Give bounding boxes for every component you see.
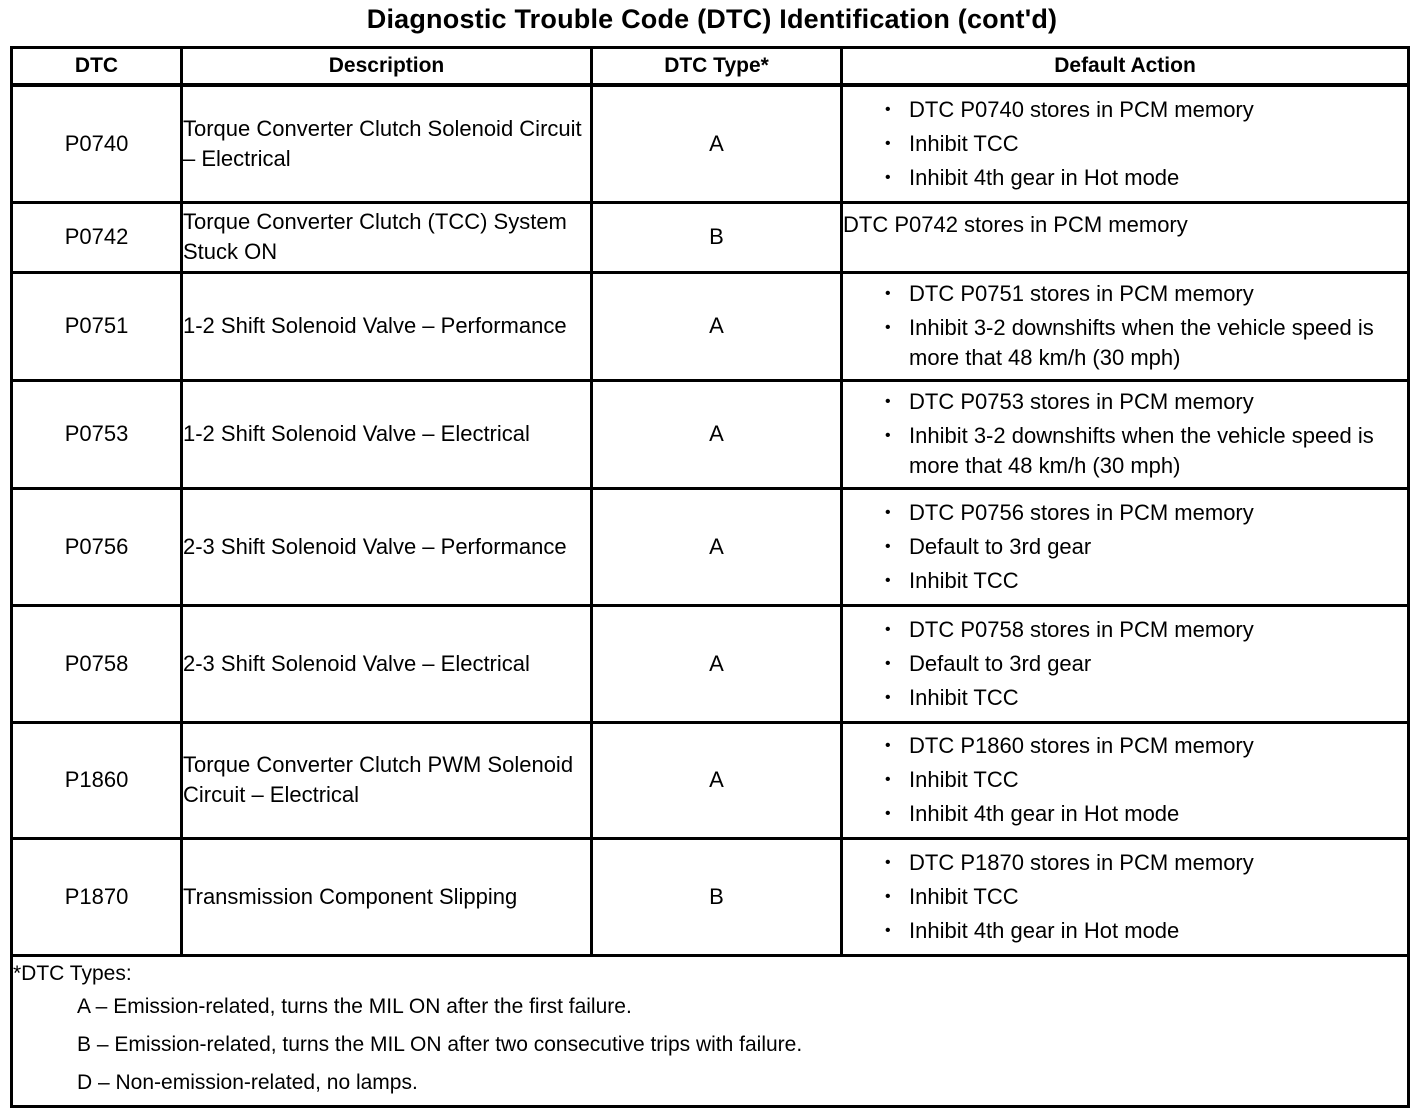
- dtc-type: B: [592, 202, 842, 272]
- legend-heading: *DTC Types:: [13, 961, 132, 985]
- default-action: [842, 380, 1409, 488]
- action-item: • Inhibit 4th gear in Hot mode: [843, 916, 1407, 946]
- header-dtc: DTC: [12, 48, 182, 86]
- action-item: • Default to 3rd gear: [843, 532, 1407, 562]
- table-header-row: [12, 48, 1409, 86]
- dtc-code: P0751: [12, 272, 182, 380]
- action-item: • Default to 3rd gear: [843, 649, 1407, 679]
- dtc-description: Torque Converter Clutch (TCC) System Stuck ON: [182, 202, 592, 272]
- action-item: • DTC P0753 stores in PCM memory: [843, 387, 1407, 417]
- table-row: [12, 488, 1409, 605]
- action-item: • DTC P0758 stores in PCM memory: [843, 615, 1407, 645]
- default-action: [842, 488, 1409, 605]
- dtc-type: A: [592, 380, 842, 488]
- table-row: [12, 838, 1409, 955]
- dtc-type: A: [592, 85, 842, 202]
- legend-item-a: A – Emission-related, turns the MIL ON after the first failure.: [77, 994, 632, 1018]
- action-item: • DTC P1860 stores in PCM memory: [843, 731, 1407, 761]
- dtc-description: 1-2 Shift Solenoid Valve – Electrical: [182, 380, 592, 488]
- header-action: Default Action: [842, 48, 1409, 86]
- action-list: [843, 387, 1407, 481]
- table-row: [12, 202, 1409, 272]
- default-action: [842, 838, 1409, 955]
- action-list: [843, 498, 1407, 596]
- table-row: [12, 272, 1409, 380]
- dtc-type: A: [592, 272, 842, 380]
- action-item: • Inhibit TCC: [843, 566, 1407, 596]
- action-list: [843, 848, 1407, 946]
- action-list: [843, 95, 1407, 193]
- action-item: • DTC P0751 stores in PCM memory: [843, 279, 1407, 309]
- action-item: • DTC P1870 stores in PCM memory: [843, 848, 1407, 878]
- action-item: • Inhibit 4th gear in Hot mode: [843, 163, 1407, 193]
- dtc-description: Transmission Component Slipping: [182, 838, 592, 955]
- table-row: [12, 85, 1409, 202]
- dtc-code: P0753: [12, 380, 182, 488]
- dtc-code: P0740: [12, 85, 182, 202]
- dtc-table: [10, 46, 1410, 1108]
- action-item: • Inhibit TCC: [843, 765, 1407, 795]
- default-action: [842, 85, 1409, 202]
- action-item: • DTC P0756 stores in PCM memory: [843, 498, 1407, 528]
- action-item: • Inhibit 4th gear in Hot mode: [843, 799, 1407, 829]
- dtc-description: 1-2 Shift Solenoid Valve – Performance: [182, 272, 592, 380]
- dtc-type: B: [592, 838, 842, 955]
- action-item: • Inhibit TCC: [843, 683, 1407, 713]
- header-type: DTC Type*: [592, 48, 842, 86]
- dtc-type: A: [592, 605, 842, 722]
- legend-item-b: B – Emission-related, turns the MIL ON after two consecutive trips with failure.: [77, 1032, 803, 1056]
- default-action: [842, 605, 1409, 722]
- page-title: Diagnostic Trouble Code (DTC) Identification (cont'd): [366, 4, 1058, 34]
- action-item: • Inhibit TCC: [843, 129, 1407, 159]
- dtc-code: P0742: [12, 202, 182, 272]
- action-item: • DTC P0740 stores in PCM memory: [843, 95, 1407, 125]
- action-item: • Inhibit TCC: [843, 882, 1407, 912]
- action-item: • Inhibit 3-2 downshifts when the vehicle speed is more that 48 km/h (30 mph): [843, 313, 1407, 373]
- legend-item-d: D – Non-emission-related, no lamps.: [77, 1070, 418, 1094]
- dtc-description: Torque Converter Clutch PWM Solenoid Circuit – Electrical: [182, 722, 592, 838]
- default-action: [842, 272, 1409, 380]
- dtc-code: P1860: [12, 722, 182, 838]
- action-list: [843, 279, 1407, 373]
- footnote-row: [12, 955, 1409, 1107]
- default-action: DTC P0742 stores in PCM memory: [842, 202, 1409, 272]
- dtc-code: P0756: [12, 488, 182, 605]
- table-row: [12, 380, 1409, 488]
- dtc-type: A: [592, 722, 842, 838]
- action-list: [843, 615, 1407, 713]
- dtc-description: 2-3 Shift Solenoid Valve – Electrical: [182, 605, 592, 722]
- dtc-code: P1870: [12, 838, 182, 955]
- dtc-description: Torque Converter Clutch Solenoid Circuit – Electrical: [182, 85, 592, 202]
- dtc-type-legend: [12, 955, 1409, 1107]
- table-row: [12, 605, 1409, 722]
- header-description: Description: [182, 48, 592, 86]
- dtc-code: P0758: [12, 605, 182, 722]
- default-action: [842, 722, 1409, 838]
- dtc-type: A: [592, 488, 842, 605]
- table-row: [12, 722, 1409, 838]
- dtc-description: 2-3 Shift Solenoid Valve – Performance: [182, 488, 592, 605]
- action-item: • Inhibit 3-2 downshifts when the vehicle speed is more that 48 km/h (30 mph): [843, 421, 1407, 481]
- action-list: [843, 731, 1407, 829]
